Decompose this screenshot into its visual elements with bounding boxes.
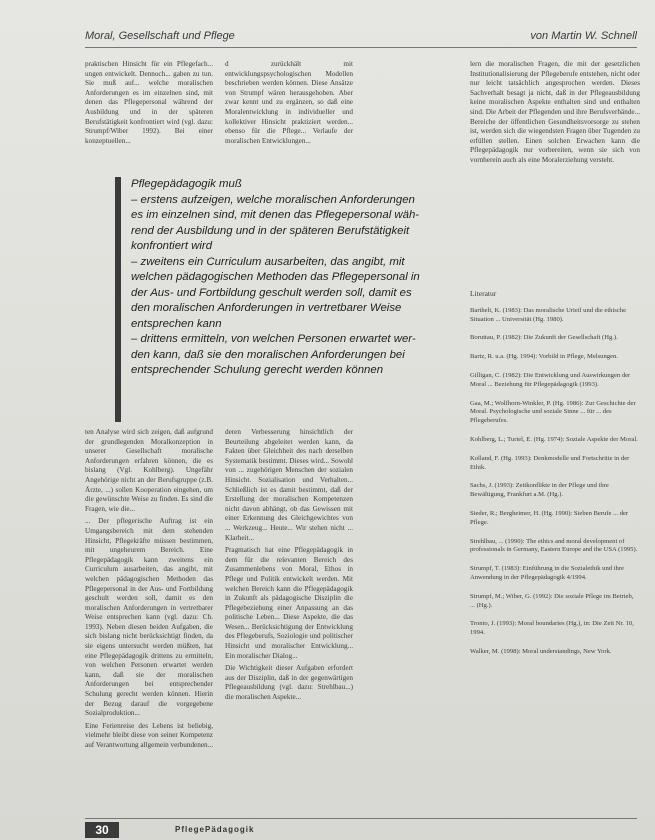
paragraph: lern die moralischen Fragen, die mit der gesetzlichen Institutionalisierung der Pflegeberufe entstehen, nicht oder nur leicht tatsächlich angesprochen werden. Dieses Sachverhalt besagt ja nicht, daß in der Pflegeausbildung keine moralischen Aspekte enthalten sind und enthalten sind. Die Arbeit der Pflegenden und ihre Berufsverbände... Bereiche der öffentlichen Gesundheitsvorsorge zu stehen ist, werden sich die wiegendsten Fragen über Tugenden zu erfüllen stellen. Einen solchen Erwachen kann die Pflegepädagogik nur vorbereiten, wenn sie sich von vornherein auch als eine Moralerziehung versteht. <box>470 60 640 164</box>
reference-item: Strehlbau, ... (1990): The ethics and moral development of professionals in Germany, Eastern Europe and the USA (1995). <box>470 537 638 554</box>
paragraph: Pragmatisch hat eine Pflegepädagogik in dem für die relevanten Bereich des Zusammenlebens von Moral, Ethos in Pflege und Politik entwickelt werden. Mit welchen Bereich kann die Pflegepädagogik in Zukunft als pädagogische Disziplin die Pflegebeziehung einer Anpassung an das politische Leben... Diese Aspekte, die das Wesen... Berücksichtigung der Entwicklung des Pflegeberufs, Soziologie und politischer Hinsicht und moralischer Entwicklung... Ein moralischer Dialog... <box>225 546 353 660</box>
references-list <box>470 290 640 667</box>
pull-quote-line: konfrontiert wird <box>131 240 213 252</box>
pull-quote-line: entsprechen kann <box>131 317 222 330</box>
paragraph: ten Analyse wird sich zeigen, daß aufgrund der grundlegenden Moralkonzeption in unserer Gesellschaft moralische Anforderungen erfahren können, die es bislang (Vgl. Kohlberg). Ungefähr Angehörige nicht an der Berufsgruppe (z.B. Ärzte, ...) sollen Kooperation eingehen, um die gewünschte Weise zu finden. Es sind die Fragen, wie die... <box>85 428 213 513</box>
reference-item: Strumpf, T. (1983): Einführung in die Sozialethik und ihre Anwendung in der Pflegepädagogik 4/1994. <box>470 565 624 581</box>
pull-quote-line: – drittens ermitteln, von welchen Personen erwartet wer- <box>131 333 416 345</box>
pull-quote-line: entsprechender Schulung gerecht werden können <box>131 364 384 376</box>
running-head-left: Moral, Gesellschaft und Pflege <box>85 30 235 42</box>
reference-item: Barthelt, K. (1983): Das moralische Urteil und die ethische Situation ... Universität (Hg. 1980). <box>470 306 627 323</box>
reference-item: Boruttau, P. (1982): Die Zukunft der Gesellschaft (Hg.). <box>470 334 618 342</box>
journal-name: PflegePädagogik <box>175 825 255 834</box>
reference-item: Sieder, R.; Bergheimer, H. (Hg. 1990): Sieben Berufe ... der Pflege. <box>470 509 629 526</box>
body-column-top-middle <box>225 60 353 170</box>
reference-item: Walker, M. (1998): Moral understandings, New York. <box>470 647 612 655</box>
pull-quote-line: es im einzelnen sind, mit denen das Pflegepersonal wäh- <box>131 209 420 221</box>
footer-rule <box>85 818 637 819</box>
reference-item: Gilligan, C. (1982): Die Entwicklung und Auswirkungen der Moral ... Beziehung für Pflegepädagogik (1993). <box>470 371 631 388</box>
pull-quote-line: – erstens aufzeigen, welche moralischen Anforderungen <box>131 193 415 206</box>
reference-item: Tronto, J. (1993): Moral boundaries (Hg.), in: Die Zeit Nr. 10, 1994. <box>470 620 634 637</box>
pull-quote-line: Pflegepädagogik muß <box>131 178 242 190</box>
body-column-top-right <box>470 60 640 280</box>
page-number: 30 <box>85 822 119 838</box>
body-column-bottom-left <box>85 428 213 813</box>
body-column-bottom-middle <box>225 428 353 813</box>
running-head-right: von Martin W. Schnell <box>530 30 637 42</box>
header-rule <box>85 47 637 48</box>
pull-quote-line: den moralischen Anforderungen in vertretbarer Weise <box>131 302 402 314</box>
pull-quote <box>115 177 486 422</box>
reference-item: Strumpf, M.; Wiber, G. (1992): Die soziale Pflege im Betrieb, ... (Hg.). <box>470 592 634 609</box>
pull-quote-line: rend der Ausbildung und in der späteren Berufstätigkeit <box>131 224 410 237</box>
reference-item: Gaa, M.; Wolfhorn-Winkler, P. (Hg. 1986): Zur Geschichte der Moral. Psychologische und soziale Sinne ... für ... des Pflegeberufes. <box>470 399 636 425</box>
pull-quote-line: welchen pädagogischen Methoden das Pflegepersonal in <box>131 271 420 283</box>
references-title: Literatur <box>470 289 497 298</box>
paragraph: deren Verbesserung hinsichtlich der Beurteilung abgeleitet werden kann, da Fakten über Gleichheit des nach derselben Systematik bestimmt. Dieses wird... Sowohl von ... zugehörigen Menschen der sozialen Hinsicht. Sozialisation und Verhalten... Schließlich ist es damit bestimmt, daß der Erstellung der moralischen Kompetenzen nicht davon abhängt, ob das Gewissen mit einer Erkennung des Gleichgewichtes von ... Werkzeug... Heute... Wir stehen nicht ... Klarheit... <box>225 428 353 542</box>
paragraph: d zurückhält mit entwicklungspsychologischen Modellen beschrieben werden können. Diese Ansätze von Strumpf wären herausgehoben. Aber zwar kennt und zu ergänzen, so daß eine Moralentwicklung in individueller und kollektiver Hinsicht praktiziert werden... ebenso für die Pflege... Verlaufe der moralischen Entwicklungen... <box>225 60 353 145</box>
body-column-top-left <box>85 60 213 170</box>
pull-quote-line: den kann, daß sie den moralischen Anforderungen bei <box>131 348 405 361</box>
paragraph: Eine Ferienreise des Lebens ist beliebig, vielmehr bleibt diese von seiner Kompetenz auf Verantwortung allgemein verbundenen... <box>85 721 213 749</box>
reference-item: Kolland, F. (Hg. 1993): Denkmodelle und Fortschritte in der Ethik. <box>470 454 630 471</box>
paragraph: Die Wichtigkeit dieser Aufgaben erfordert aus der Disziplin, daß in der gegenwärtigen Pflegeausbildung (vgl. dazu: Strehlbau...) die moralischen Aspekte... <box>225 664 353 702</box>
pull-quote-line: – zweitens ein Curriculum ausarbeiten, das angibt, mit <box>131 255 405 268</box>
reference-item: Sachs, J. (1993): Zeitkonflikte in der Pflege und ihre Bewältigung, Frankfurt a.M. (Hg.). <box>470 482 609 499</box>
pull-quote-line: der Aus- und Fortbildung geschult werden soll, damit es <box>131 286 412 299</box>
reference-item: Kohlberg, L.; Turiel, E. (Hg. 1974): Soziale Aspekte der Moral. <box>470 435 638 443</box>
reference-item: Bartz, R. u.a. (Hg. 1994): Vorbild in Pflege, Melsungen. <box>470 353 618 361</box>
paragraph: praktischen Hinsicht für ein Pflegefach... ungen entwickelt. Dennoch... gaben zu tun. Sie muß auf... welche moralischen Anforderungen es im einzelnen sind, mit denen das Pflegepersonal während der Ausbildung und in der späteren Berufstätigkeit konfrontiert wird (vgl. dazu: Strumpf/Wiber 1992). Bei einer konzeptuellen... <box>85 60 213 145</box>
paragraph: ... Der pflegerische Auftrag ist ein Umgangsbereich mit dem stehenden Hinsicht, Pflegekräfte müssen bestimmen, mit ungeheurem Bereich. Eine Pflegepädagogik kann zweitens ein Curriculum ausarbeiten, das angibt, mit welchen pädagogischen Methoden das Pflegepersonal in der Aus- und Fortbildung geschult werden soll, damit es den moralischen Anforderungen in vertretbarer Weise entsprechen kann (vgl. dazu: Ch. 1993). Neben diesen beiden Aufgaben, die sich bislang nicht berücksichtigt finden, da sie eigens untersucht werden müßten, hat eine Pflegepädagogik drittens zu ermitteln, von welchen Personen erwartet werden kann, daß sie der moralischen Anforderungen bei entsprechender Schulung gerecht werden können. Hierin der Bezug darauf die vorgegebene Sozialproduktion... <box>85 517 213 718</box>
